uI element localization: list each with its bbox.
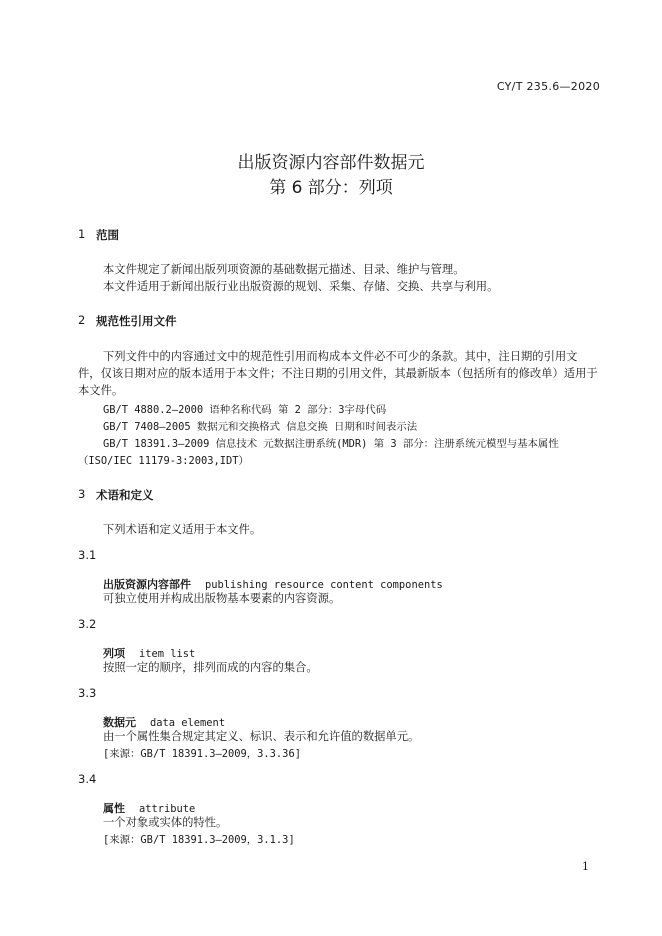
term-number: 3.3 bbox=[78, 686, 97, 700]
term-en: data element bbox=[150, 717, 226, 729]
term-zh: 数据元 bbox=[103, 716, 136, 729]
section-2-number: 2 bbox=[78, 313, 86, 327]
section-3-number: 3 bbox=[78, 487, 86, 501]
scope-paragraph-1: 本文件规定了新闻出版列项资源的基础数据元描述、目录、维护与管理。 bbox=[103, 263, 465, 276]
section-3-title: 术语和定义 bbox=[96, 488, 154, 502]
term-definition: 按照一定的顺序，排列而成的内容的集合。 bbox=[103, 661, 318, 674]
scope-paragraph-2: 本文件适用于新闻出版行业出版资源的规划、采集、存储、交换、共享与利用。 bbox=[103, 280, 499, 293]
document-code: CY/T 235.6—2020 bbox=[496, 80, 600, 93]
document-subtitle: 第 6 部分：列项 bbox=[269, 178, 393, 198]
section-2-title: 规范性引用文件 bbox=[96, 314, 177, 328]
term-number: 3.2 bbox=[78, 617, 97, 631]
refs-intro-paragraph: 下列文件中的内容通过文中的规范性引用而构成本文件必不可少的条款。其中，注日期的引用文件，仅该日期对应的版本适用于本文件；不注日期的引用文件，其最新版本（包括所有的修改单）适用于本文件。 bbox=[78, 350, 598, 397]
reference-item: GB/T 4880.2—2000 语种名称代码 第 2 部分：3字母代码 bbox=[103, 404, 387, 416]
page-number: 1 bbox=[582, 860, 589, 873]
reference-item: GB/T 7408—2005 数据元和交换格式 信息交换 日期和时间表示法 bbox=[103, 421, 418, 433]
reference-item: GB/T 18391.3—2009 信息技术 元数据注册系统(MDR) 第 3 部分：注册系统元模型与基本属性 bbox=[103, 438, 559, 450]
section-1-title: 范围 bbox=[96, 228, 119, 242]
term-definition: 由一个属性集合规定其定义、标识、表示和允许值的数据单元。 bbox=[103, 730, 420, 743]
term-en: publishing resource content components bbox=[205, 579, 443, 591]
term-en: attribute bbox=[139, 803, 196, 815]
section-1-number: 1 bbox=[78, 227, 86, 241]
term-zh: 属性 bbox=[103, 802, 125, 815]
term-zh: 出版资源内容部件 bbox=[103, 578, 191, 591]
term-definition: 一个对象或实体的特性。 bbox=[103, 816, 228, 829]
reference-item-continuation: （ISO/IEC 11179-3:2003,IDT） bbox=[78, 455, 249, 467]
term-number: 3.4 bbox=[78, 772, 97, 786]
terms-intro: 下列术语和定义适用于本文件。 bbox=[103, 523, 262, 536]
term-source: [来源：GB/T 18391.3—2009，3.1.3] bbox=[103, 834, 295, 846]
term-zh: 列项 bbox=[103, 647, 125, 660]
term-en: item list bbox=[139, 648, 196, 660]
term-definition: 可独立使用并构成出版物基本要素的内容资源。 bbox=[103, 592, 341, 605]
term-number: 3.1 bbox=[78, 548, 97, 562]
term-source: [来源：GB/T 18391.3—2009，3.3.36] bbox=[103, 748, 301, 760]
document-title: 出版资源内容部件数据元 bbox=[237, 153, 425, 173]
